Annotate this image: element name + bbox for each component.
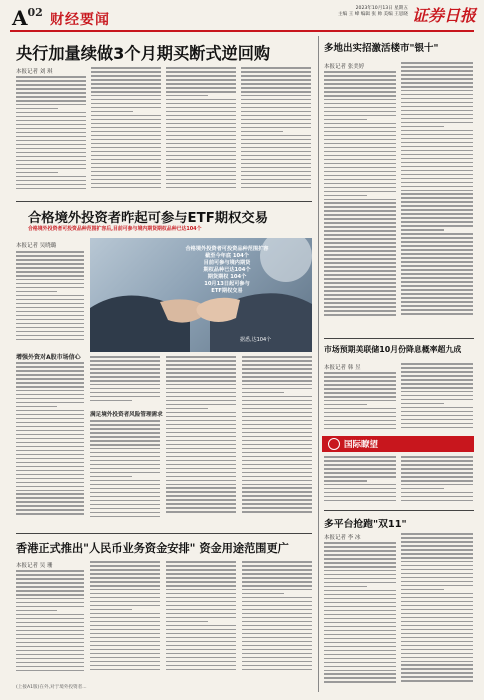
article-body-a2-col1 [16, 251, 84, 347]
article-body-a3-col2 [401, 62, 473, 333]
article-body-a1-col4 [241, 67, 311, 196]
header-date: 2023年10月13日 星期五 [355, 6, 408, 11]
footer-continuation: (上接A1版)在外,对于境外投资者... [16, 685, 87, 690]
article-body-a2-col4 [242, 356, 312, 527]
article-body-a5-col3 [166, 561, 236, 680]
article-body-a6-col2 [401, 533, 473, 692]
subhead-a2-1: 增强外资对A股市场信心 [16, 354, 81, 361]
header-editors: 主编 王 峰 编辑 张 帅 美编 王思晓 [338, 12, 408, 17]
header-rule [10, 30, 474, 32]
article-body-a2-col3 [166, 356, 236, 527]
page-digits: 02 [27, 6, 43, 19]
article-body-a5-col4 [242, 561, 312, 680]
article-author-a1: 本报记者 刘 琪 [16, 69, 53, 75]
article-body-a2-col1b [16, 362, 84, 527]
article-body-a6-col1 [324, 542, 396, 692]
article-body-a3-col1 [324, 71, 396, 333]
column-divider [318, 36, 319, 692]
article-body-a4-col2b [401, 456, 473, 506]
photo-line-6: 10月13日起可参与 [204, 281, 250, 287]
photo-line-2: 截至今年底 104个 [205, 253, 249, 259]
paper-logo: 证券日报 [412, 6, 477, 25]
article-author-a6: 本报记者 李 冰 [324, 535, 361, 541]
article-body-a1-col3 [166, 67, 236, 196]
photo-subcaption: 据悉,达104个 [240, 337, 272, 343]
article-body-a5-col1 [16, 570, 84, 680]
divider-a1-a2 [16, 201, 312, 202]
page-letter: A [12, 6, 28, 30]
section-title: 财经要闻 [50, 12, 110, 28]
article-author-a5: 本报记者 吴 珊 [16, 563, 53, 569]
handshake-photo [90, 238, 312, 352]
photo-line-4: 期权品种已达104个 [203, 267, 251, 273]
article-body-a4-col2 [401, 363, 473, 432]
article-title-a3: 多地出实招激活楼市"银十" [324, 43, 439, 54]
divider-a2-a5 [16, 533, 312, 534]
article-title-a4: 市场预期美联储10月份降息概率超九成 [324, 345, 462, 354]
divider-a4-a6 [324, 510, 474, 511]
article-body-a2-col2b [90, 420, 160, 527]
article-title-a1: 央行加量续做3个月期买断式逆回购 [16, 44, 271, 63]
divider-a3-a4 [324, 338, 474, 339]
article-body-a5-col2 [90, 561, 160, 680]
globe-icon [328, 438, 340, 450]
subhead-a2-2: 满足境外投资者风险管理需求 [90, 412, 163, 418]
page-number-badge [12, 6, 43, 30]
banner-label: 国际瞭望 [344, 440, 379, 450]
article-body-a1-col2 [91, 67, 161, 196]
article-title-a5: 香港正式推出"人民币业务资金安排" 资金用途范围更广 [16, 542, 289, 555]
photo-line-3: 目前可参与境内期货 [203, 260, 251, 266]
article-title-a2: 合格境外投资者昨起可参与ETF期权交易 [28, 211, 268, 226]
international-watch-banner [322, 436, 474, 452]
photo-line-7: ETF期权交易 [211, 288, 243, 294]
photo-line-1: 合格境外投资者可投资品种范围扩容 [185, 246, 269, 252]
article-author-a4: 本报记者 韩 昱 [324, 365, 361, 371]
article-body-a4-col1b [324, 456, 396, 506]
article-body-a4-col1 [324, 372, 396, 432]
article-author-a2: 本报记者 吴晓璐 [16, 243, 57, 249]
article-title-a6: 多平台抢跑"双11" [324, 519, 407, 530]
photo-line-5: 期货期权 104个 [207, 274, 247, 280]
photo-overlay-text [152, 246, 302, 295]
header-meta [300, 6, 408, 18]
article-body-a2-col2 [90, 356, 160, 408]
article-author-a3: 本报记者 张美婷 [324, 64, 365, 70]
article-deck-a2: 合格境外投资者可投资品种范围扩容后,目前可参与境内期货期权品种已达104个 [28, 226, 202, 232]
article-body-a1-col1 [16, 76, 86, 196]
